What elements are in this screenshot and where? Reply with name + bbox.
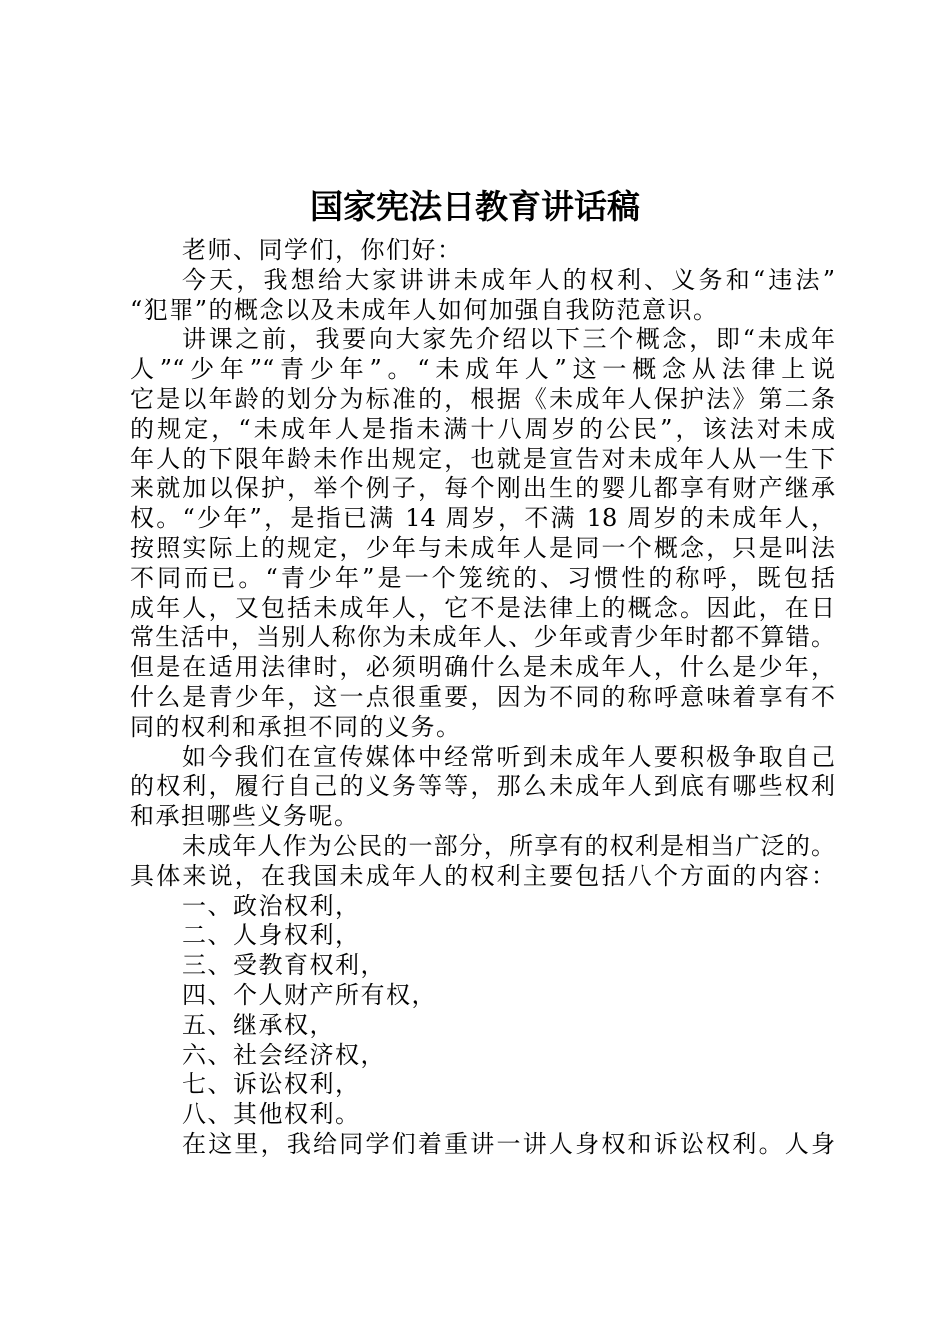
list-item: 七、诉讼权利， bbox=[182, 1070, 361, 1099]
paragraph-line: 权。“少年”，是指已满 14 周岁，不满 18 周岁的未成年人， bbox=[130, 504, 835, 533]
paragraph-line: 年人的下限年龄未作出规定，也就是宣告对未成年人从一生下 bbox=[130, 444, 835, 473]
paragraph-line: 的规定，“未成年人是指未满十八周岁的公民”，该法对未成 bbox=[130, 414, 835, 443]
paragraph-line: 和承担哪些义务呢。 bbox=[130, 802, 360, 831]
paragraph-line: 它是以年龄的划分为标准的，根据《未成年人保护法》第二条 bbox=[130, 384, 835, 413]
document-body bbox=[130, 236, 835, 1160]
list-item: 一、政治权利， bbox=[182, 891, 361, 920]
paragraph-line: 来就加以保护，举个例子，每个刚出生的婴儿都享有财产继承 bbox=[130, 474, 835, 503]
paragraph-line: 成年人，又包括未成年人，它不是法律上的概念。因此，在日 bbox=[130, 593, 835, 622]
paragraph-line: 什么是青少年，这一点很重要，因为不同的称呼意味着享有不 bbox=[130, 682, 835, 711]
list-item: 五、继承权， bbox=[182, 1010, 335, 1039]
list-item: 六、社会经济权， bbox=[182, 1040, 386, 1069]
paragraph-line: 在这里，我给同学们着重讲一讲人身权和诉讼权利。人身 bbox=[182, 1129, 835, 1158]
list-item: 二、人身权利， bbox=[182, 921, 361, 950]
paragraph-line: 讲课之前，我要向大家先介绍以下三个概念，即“未成年 bbox=[182, 325, 835, 354]
paragraph-line: 同的权利和承担不同的义务。 bbox=[130, 712, 462, 741]
paragraph-line: 人”“少年”“青少年”。“未成年人”这一概念从法律上说 bbox=[130, 355, 835, 384]
paragraph-line: 按照实际上的规定，少年与未成年人是同一个概念，只是叫法 bbox=[130, 533, 835, 562]
list-item: 四、个人财产所有权， bbox=[182, 980, 437, 1009]
paragraph-line: 但是在适用法律时，必须明确什么是未成年人，什么是少年， bbox=[130, 653, 835, 682]
paragraph-line: 老师、同学们，你们好： bbox=[182, 236, 463, 264]
paragraph-line: 具体来说，在我国未成年人的权利主要包括八个方面的内容： bbox=[130, 861, 835, 890]
paragraph-line: 今天，我想给大家讲讲未成年人的权利、义务和“违法” bbox=[182, 265, 835, 294]
document-title: 国家宪法日教育讲话稿 bbox=[310, 187, 640, 226]
paragraph-line: 不同而已。“青少年”是一个笼统的、习惯性的称呼，既包括 bbox=[130, 563, 835, 592]
list-item: 三、受教育权利， bbox=[182, 951, 386, 980]
list-item: 八、其他权利。 bbox=[182, 1100, 361, 1129]
paragraph-line: 未成年人作为公民的一部分，所享有的权利是相当广泛的。 bbox=[182, 831, 835, 860]
paragraph-line: 常生活中，当别人称你为未成年人、少年或青少年时都不算错。 bbox=[130, 623, 835, 652]
paragraph-line: 如今我们在宣传媒体中经常听到未成年人要积极争取自己 bbox=[182, 742, 835, 771]
paragraph-line: “犯罪”的概念以及未成年人如何加强自我防范意识。 bbox=[130, 295, 719, 324]
paragraph-line: 的权利，履行自己的义务等等，那么未成年人到底有哪些权利 bbox=[130, 772, 835, 801]
